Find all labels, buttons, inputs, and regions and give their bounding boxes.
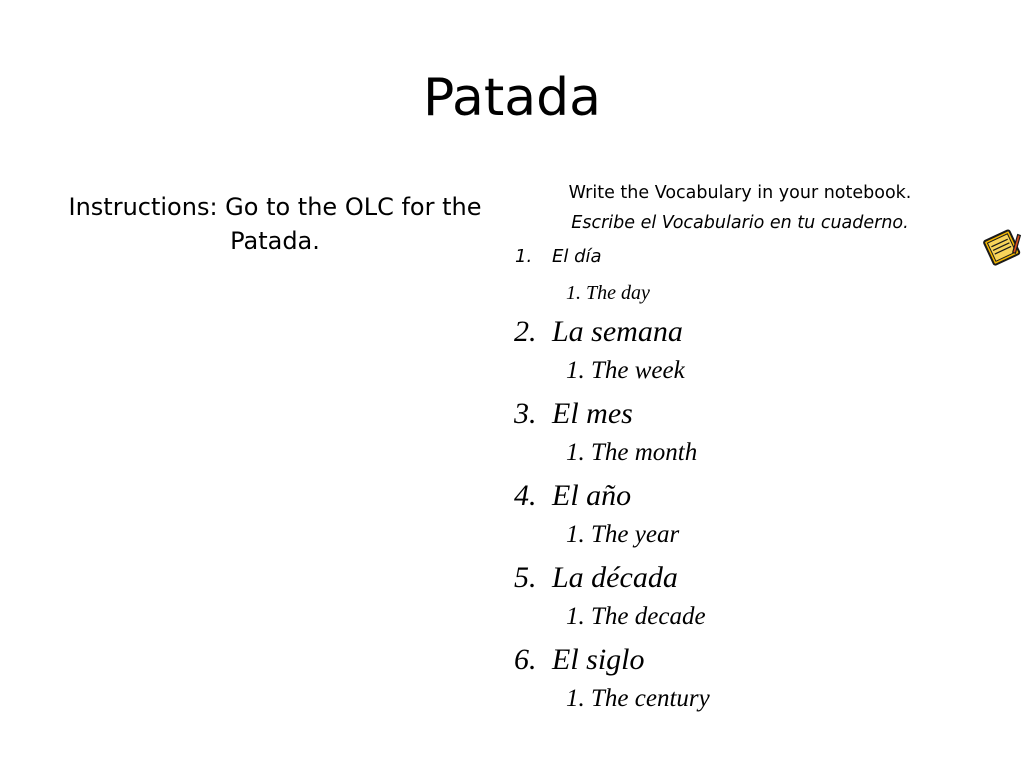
vocab-item-3-translation: 1. The month	[566, 439, 698, 466]
vocab-item-1-number: 1.	[515, 246, 533, 267]
vocab-item-4-translation: 1. The year	[566, 521, 680, 548]
vocab-item-5-translation: 1. The decade	[566, 603, 706, 630]
vocab-item-2-term: La semana	[552, 315, 683, 348]
vocab-item-1-translation: 1. The day	[566, 282, 650, 304]
vocab-header-spanish: Escribe el Vocabulario en tu cuaderno.	[571, 213, 909, 233]
vocab-item-2-translation: 1. The week	[566, 357, 685, 384]
slide-title: Patada	[422, 68, 601, 128]
vocab-item-3-number: 3.	[514, 397, 537, 430]
vocab-item-4-number: 4.	[514, 479, 537, 512]
vocab-item-6-term: El siglo	[552, 643, 645, 676]
vocab-item-1-term: El día	[552, 246, 602, 267]
vocab-item-6-number: 6.	[514, 643, 537, 676]
vocab-item-3-term: El mes	[552, 397, 633, 430]
vocab-item-5-number: 5.	[514, 561, 537, 594]
vocab-item-6-translation: 1. The century	[566, 685, 710, 712]
instructions-text: Instructions: Go to the OLC for the Patada.	[68, 193, 482, 255]
vocab-item-5-term: La década	[552, 561, 678, 594]
vocab-item-4-term: El año	[552, 479, 632, 512]
vocab-header-english: Write the Vocabulary in your notebook.	[568, 183, 912, 203]
vocab-item-2-number: 2.	[514, 315, 537, 348]
